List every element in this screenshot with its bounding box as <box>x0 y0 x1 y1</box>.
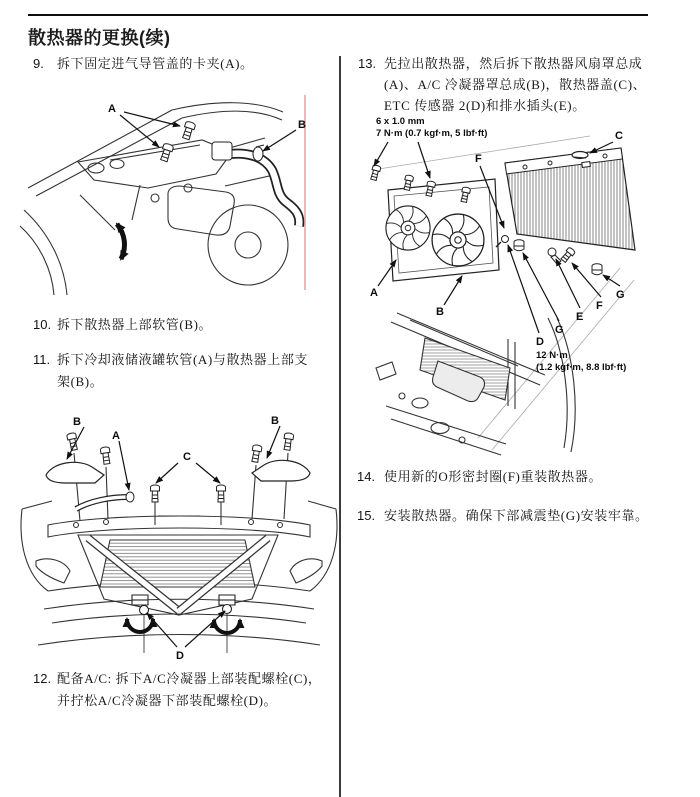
fig1-linework <box>20 103 288 295</box>
fig3-oring-bolt <box>560 247 576 263</box>
step-13-number: 13. <box>358 56 377 71</box>
fig3-callout-a: A <box>370 287 378 299</box>
step-13-text-line1: 先拉出散热器，然后拆下散热器风扇罩总成 <box>384 56 643 71</box>
fig3-torque-bottom-line2: (1.2 kgf·m, 8.8 lbf·ft) <box>536 362 627 373</box>
fig1-callout-arrows <box>120 112 296 151</box>
fig2-bracket-right <box>250 432 310 481</box>
fig2-callout-d: D <box>176 650 184 662</box>
fig2-callout-a: A <box>112 430 120 442</box>
fig2-bolt-c-right <box>217 485 226 502</box>
step-15-text: 安装散热器。确保下部减震垫(G)安装牢靠。 <box>384 508 649 523</box>
fig2-bracket-left <box>46 432 111 483</box>
step-12-text-line1: 配备A/C: 拆下A/C冷凝器上部装配螺栓(C)， <box>57 671 322 686</box>
fig3-radiator <box>505 148 635 250</box>
fig1-callout-b: B <box>298 119 306 131</box>
step-10-number: 10. <box>33 317 52 332</box>
fig3-callout-e: E <box>576 311 584 323</box>
fig3-callout-b: B <box>436 306 444 318</box>
fig1-callout-a: A <box>108 103 116 115</box>
step-13-text-line2: (A)、A/C 冷凝器罩总成(B)，散热器盖(C)、 <box>384 77 647 92</box>
fig3-callout-f-bottom: F <box>596 300 603 312</box>
step-11-text-line1: 拆下冷却液储液罐软管(A)与散热器上部支 <box>57 352 309 367</box>
step-15-number: 15. <box>357 508 376 523</box>
fig3-radiator-cap <box>572 152 588 159</box>
step-11-number: 11. <box>33 352 51 367</box>
fig3-etc-sensor <box>548 248 561 264</box>
fig2-reservoir-hose <box>76 492 134 509</box>
fig2-callout-b-left: B <box>73 416 81 428</box>
fig2-callout-c: C <box>183 451 191 463</box>
figure-condenser-mounting <box>18 413 340 663</box>
fig3-callout-g-right: G <box>616 289 625 301</box>
step-12-number: 12. <box>33 671 52 686</box>
fig1-swing-arrow <box>117 224 124 259</box>
step-9-text: 拆下固定进气导管盖的卡夹(A)。 <box>57 56 254 71</box>
fig1-clip-1 <box>181 121 196 141</box>
fig3-shroud-bolt-1 <box>370 164 382 180</box>
step-14-number: 14. <box>357 469 376 484</box>
step-9-number: 9. <box>33 56 44 71</box>
fig3-torque-bottom-line1: 12 N·m <box>536 350 568 361</box>
fig3-fan-shroud-assembly <box>386 179 499 281</box>
top-rule <box>28 14 648 16</box>
step-12-text-line2: 并拧松A/C冷凝器下部装配螺栓(D)。 <box>57 693 278 708</box>
fig3-cushion-g-left <box>514 240 524 251</box>
fig3-torque-top-line1: 6 x 1.0 mm <box>376 116 425 127</box>
fig3-cushion-g-right <box>592 264 602 275</box>
step-13-text-line3: ETC 传感器 2(D)和排水插头(E)。 <box>384 98 586 113</box>
fig2-bolt-c-left <box>151 485 160 502</box>
fig3-callout-f-top: F <box>475 153 482 165</box>
step-10-text: 拆下散热器上部软管(B)。 <box>57 317 213 332</box>
fig3-torque-top-line2: 7 N·m (0.7 kgf·m, 5 lbf·ft) <box>376 128 488 139</box>
fig2-callout-b-right: B <box>271 415 279 427</box>
figure-intake-duct-clips <box>20 90 320 298</box>
figure-radiator-exploded <box>358 106 693 466</box>
fig1-upper-hose <box>212 142 299 226</box>
step-11-text-line2: 架(B)。 <box>57 374 104 389</box>
step-14-text: 使用新的O形密封圈(F)重装散热器。 <box>384 469 603 484</box>
page-title: 散热器的更换(续) <box>28 28 171 48</box>
fig3-callout-c: C <box>615 130 623 142</box>
fig1-clip-2 <box>159 143 174 163</box>
fig3-callout-g-left: G <box>555 324 564 336</box>
fig3-callout-d: D <box>536 336 544 348</box>
